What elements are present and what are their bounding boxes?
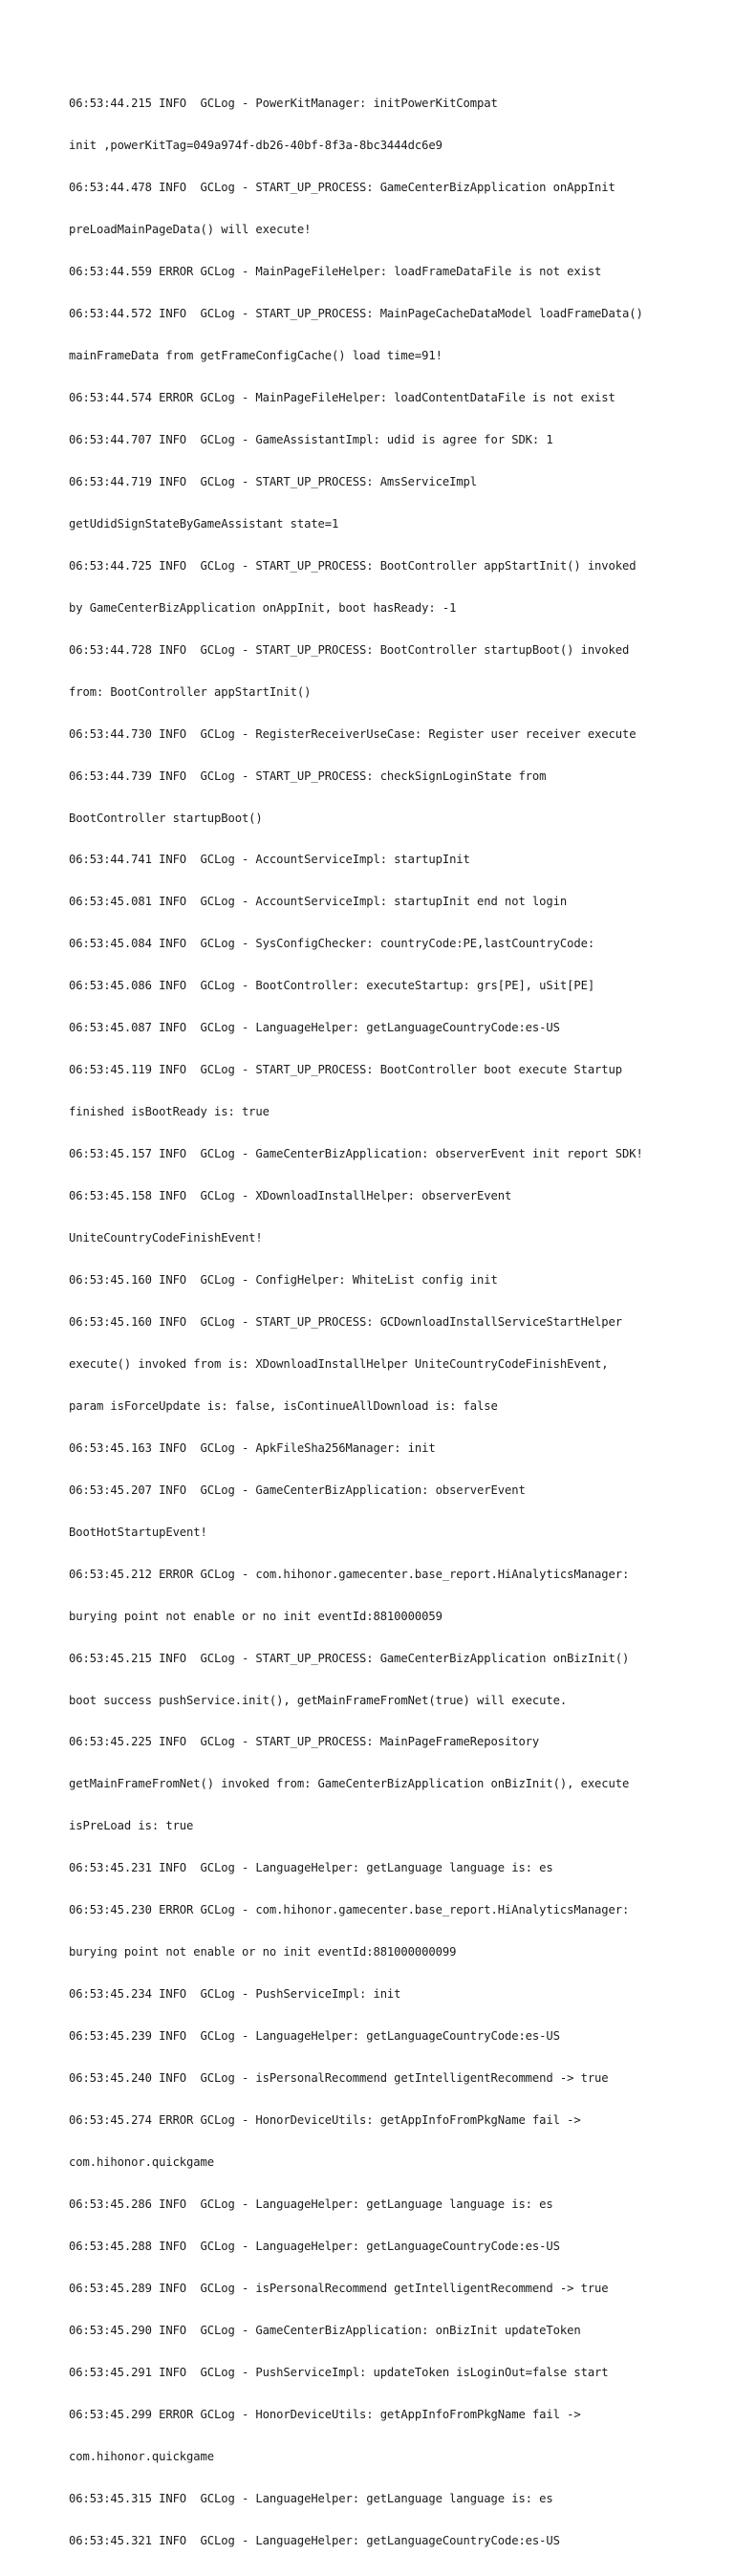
- log-line: 06:53:45.215 INFO GCLog - START_UP_PROCESS: GameCenterBizApplication onBizInit(): [69, 1651, 630, 1665]
- log-line: 06:53:45.158 INFO GCLog - XDownloadInstallHelper: observerEvent: [69, 1189, 512, 1203]
- log-line: from: BootController appStartInit(): [69, 684, 312, 699]
- log-line: 06:53:45.290 INFO GCLog - GameCenterBizApplication: onBizInit updateToken: [69, 2323, 581, 2337]
- log-text-block: [69, 69, 700, 2576]
- log-line: 06:53:45.230 ERROR GCLog - com.hihonor.gamecenter.base_report.HiAnalyticsManager:: [69, 1903, 630, 1917]
- log-line: 06:53:45.081 INFO GCLog - AccountServiceImpl: startupInit end not login: [69, 895, 568, 909]
- log-line: 06:53:44.707 INFO GCLog - GameAssistantImpl: udid is agree for SDK: 1: [69, 432, 553, 446]
- log-line: 06:53:45.212 ERROR GCLog - com.hihonor.gamecenter.base_report.HiAnalyticsManager:: [69, 1567, 630, 1581]
- log-line: 06:53:44.741 INFO GCLog - AccountServiceImpl: startupInit: [69, 853, 470, 867]
- log-line: BootController startupBoot(): [69, 811, 263, 825]
- log-line: burying point not enable or no init eventId:881000000099: [69, 1945, 457, 1959]
- log-line: 06:53:44.572 INFO GCLog - START_UP_PROCESS: MainPageCacheDataModel loadFrameData(): [69, 307, 643, 321]
- log-line: 06:53:45.163 INFO GCLog - ApkFileSha256Manager: init: [69, 1440, 436, 1455]
- log-line: 06:53:44.215 INFO GCLog - PowerKitManager: initPowerKitCompat: [69, 97, 498, 111]
- log-line: 06:53:44.574 ERROR GCLog - MainPageFileHelper: loadContentDataFile is not exist: [69, 390, 615, 404]
- log-line: com.hihonor.quickgame: [69, 2155, 214, 2170]
- log-line: 06:53:45.321 INFO GCLog - LanguageHelper: getLanguageCountryCode:es-US: [69, 2533, 560, 2547]
- log-line: 06:53:44.719 INFO GCLog - START_UP_PROCESS: AmsServiceImpl: [69, 474, 478, 488]
- log-line: 06:53:45.084 INFO GCLog - SysConfigChecker: countryCode:PE,lastCountryCode:: [69, 937, 595, 951]
- log-line: getUdidSignStateByGameAssistant state=1: [69, 516, 339, 530]
- log-line: 06:53:44.730 INFO GCLog - RegisterReceiverUseCase: Register user receiver execute: [69, 726, 637, 741]
- log-line: burying point not enable or no init eventId:8810000059: [69, 1609, 443, 1623]
- log-line: boot success pushService.init(), getMainFrameFromNet(true) will execute.: [69, 1693, 568, 1707]
- log-line: finished isBootReady is: true: [69, 1105, 270, 1119]
- log-line: init ,powerKitTag=049a974f-db26-40bf-8f3a-8bc3444dc6e9: [69, 139, 443, 153]
- log-line: com.hihonor.quickgame: [69, 2449, 214, 2463]
- log-line: 06:53:45.299 ERROR GCLog - HonorDeviceUtils: getAppInfoFromPkgName fail ->: [69, 2407, 581, 2421]
- log-line: 06:53:45.289 INFO GCLog - isPersonalRecommend getIntelligentRecommend -> true: [69, 2281, 609, 2295]
- log-line: mainFrameData from getFrameConfigCache() load time=91!: [69, 349, 443, 363]
- log-line: 06:53:45.288 INFO GCLog - LanguageHelper: getLanguageCountryCode:es-US: [69, 2239, 560, 2253]
- log-line: isPreLoad is: true: [69, 1819, 194, 1833]
- log-line: 06:53:45.291 INFO GCLog - PushServiceImpl: updateToken isLoginOut=false start: [69, 2365, 609, 2379]
- log-line: UniteCountryCodeFinishEvent!: [69, 1231, 263, 1245]
- log-line: 06:53:45.231 INFO GCLog - LanguageHelper: getLanguage language is: es: [69, 1861, 553, 1875]
- log-line: 06:53:44.739 INFO GCLog - START_UP_PROCESS: checkSignLoginState from: [69, 768, 547, 783]
- log-line: 06:53:44.559 ERROR GCLog - MainPageFileHelper: loadFrameDataFile is not exist: [69, 265, 602, 279]
- log-line: 06:53:45.239 INFO GCLog - LanguageHelper: getLanguageCountryCode:es-US: [69, 2029, 560, 2044]
- log-line: 06:53:44.728 INFO GCLog - START_UP_PROCESS: BootController startupBoot() invoked: [69, 642, 630, 657]
- log-line: 06:53:45.286 INFO GCLog - LanguageHelper: getLanguage language is: es: [69, 2197, 553, 2211]
- log-line: BootHotStartupEvent!: [69, 1525, 207, 1539]
- log-line: 06:53:45.087 INFO GCLog - LanguageHelper: getLanguageCountryCode:es-US: [69, 1021, 560, 1035]
- log-line: 06:53:45.119 INFO GCLog - START_UP_PROCESS: BootController boot execute Startup: [69, 1063, 623, 1077]
- log-line: preLoadMainPageData() will execute!: [69, 223, 312, 237]
- log-line: by GameCenterBizApplication onAppInit, boot hasReady: -1: [69, 600, 457, 615]
- log-line: 06:53:45.160 INFO GCLog - START_UP_PROCESS: GCDownloadInstallServiceStartHelper: [69, 1314, 623, 1329]
- log-line: 06:53:45.225 INFO GCLog - START_UP_PROCESS: MainPageFrameRepository: [69, 1735, 540, 1749]
- log-line: param isForceUpdate is: false, isContinueAllDownload is: false: [69, 1398, 498, 1413]
- log-line: 06:53:45.240 INFO GCLog - isPersonalRecommend getIntelligentRecommend -> true: [69, 2071, 609, 2086]
- log-line: getMainFrameFromNet() invoked from: GameCenterBizApplication onBizInit(), execute: [69, 1777, 630, 1791]
- log-line: 06:53:45.207 INFO GCLog - GameCenterBizApplication: observerEvent: [69, 1483, 526, 1497]
- log-line: 06:53:45.274 ERROR GCLog - HonorDeviceUtils: getAppInfoFromPkgName fail ->: [69, 2113, 581, 2128]
- log-line: execute() invoked from is: XDownloadInstallHelper UniteCountryCodeFinishEvent,: [69, 1356, 609, 1371]
- log-line: 06:53:45.160 INFO GCLog - ConfigHelper: WhiteList config init: [69, 1273, 498, 1287]
- log-line: 06:53:44.725 INFO GCLog - START_UP_PROCESS: BootController appStartInit() invoked: [69, 558, 637, 573]
- log-line: 06:53:45.234 INFO GCLog - PushServiceImpl: init: [69, 1987, 401, 2002]
- log-line: 06:53:45.157 INFO GCLog - GameCenterBizApplication: observerEvent init report SDK!: [69, 1147, 643, 1161]
- log-line: 06:53:45.315 INFO GCLog - LanguageHelper: getLanguage language is: es: [69, 2491, 553, 2505]
- log-line: 06:53:44.478 INFO GCLog - START_UP_PROCESS: GameCenterBizApplication onAppInit: [69, 181, 615, 195]
- log-line: 06:53:45.086 INFO GCLog - BootController: executeStartup: grs[PE], uSit[PE]: [69, 979, 595, 993]
